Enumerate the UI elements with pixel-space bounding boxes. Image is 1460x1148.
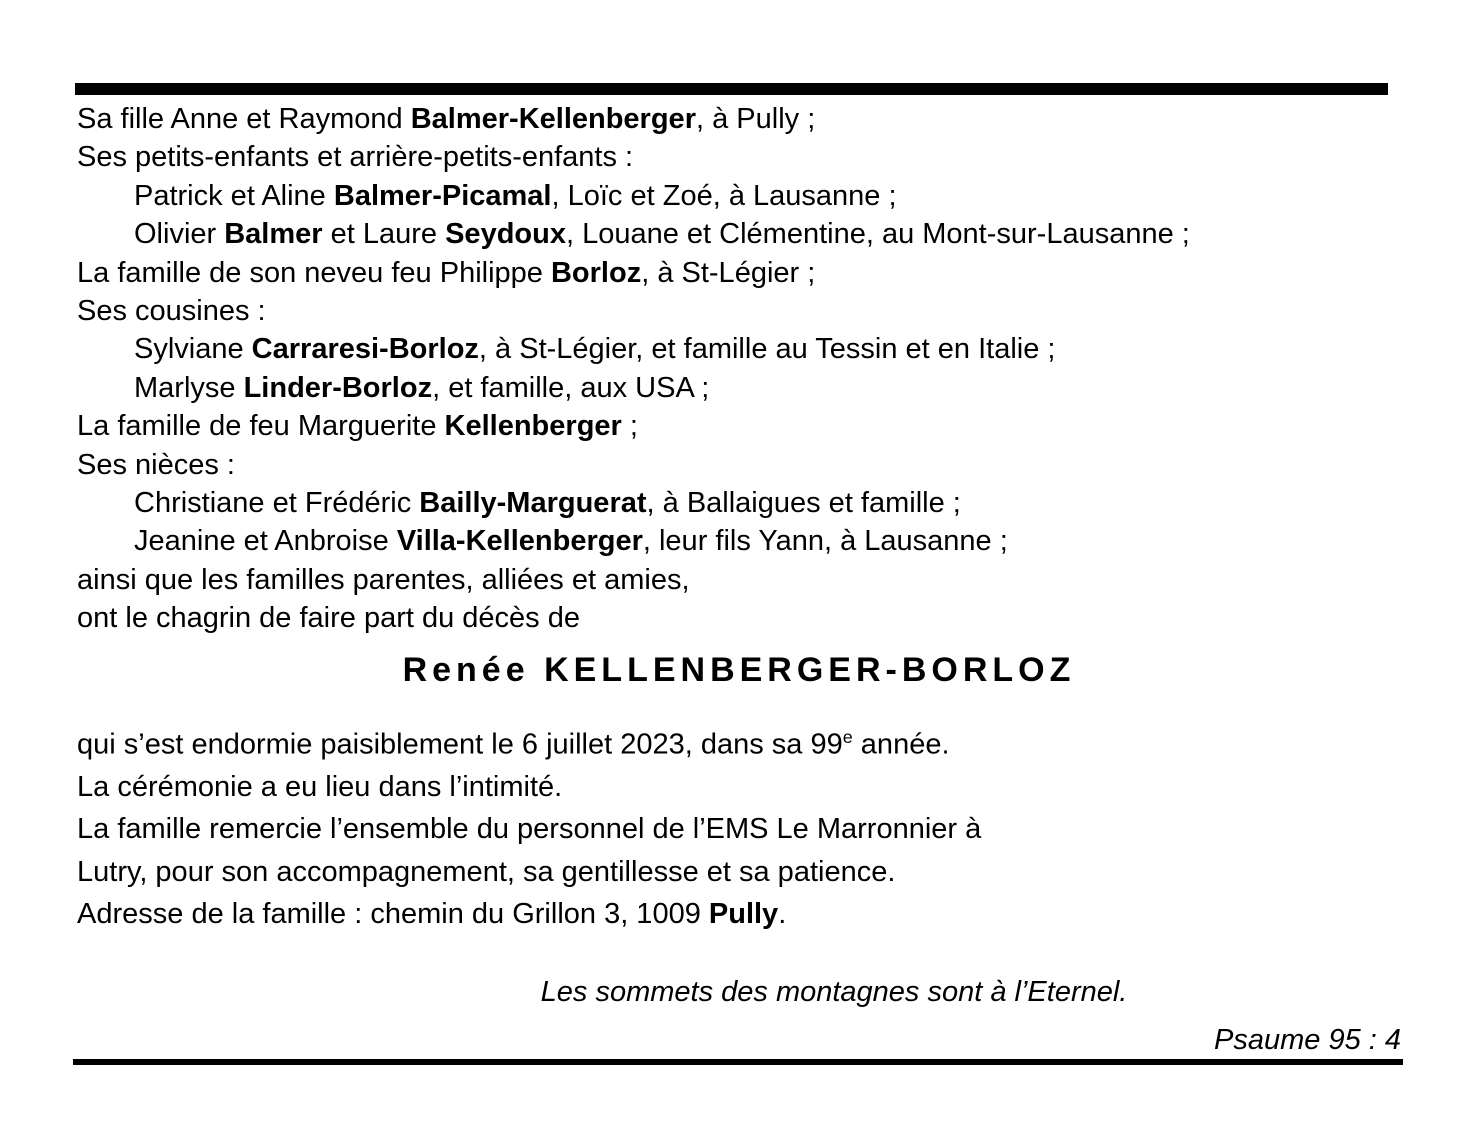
family-name-bold: Bailly-Marguerat <box>419 487 647 520</box>
text-segment: , Loïc et Zoé, à Lausanne ; <box>551 179 897 212</box>
notice-line <box>77 292 1401 330</box>
text-segment: Lutry, pour son accompagnement, sa gentillesse et sa patience. <box>77 855 896 888</box>
text-segment: année. <box>852 728 950 761</box>
details-block <box>77 716 1401 936</box>
text-segment: qui s’est endormie paisiblement le 6 juillet 2023, dans sa 99 <box>77 728 843 761</box>
text-segment: La famille de son neveu feu Philippe <box>77 256 551 289</box>
notice-line <box>77 446 1401 484</box>
family-name-bold: Carraresi-Borloz <box>251 333 479 366</box>
notice-line <box>77 766 1401 809</box>
notice-line <box>77 808 1401 851</box>
family-name-bold: Balmer <box>224 218 323 251</box>
family-name-bold: Pully <box>708 898 779 931</box>
notice-line <box>77 522 1401 560</box>
text-segment: Sylviane <box>134 333 252 366</box>
notice-line <box>77 177 1401 215</box>
notice-line <box>77 561 1401 599</box>
text-segment: , à St-Légier, et famille au Tessin et en Italie ; <box>478 333 1056 366</box>
deceased-name: Renée KELLENBERGER-BORLOZ <box>402 650 1076 689</box>
notice-line <box>77 851 1401 894</box>
family-block <box>77 100 1401 638</box>
notice-content <box>77 100 1401 1060</box>
family-name-bold: Seydoux <box>445 218 566 251</box>
text-segment: ont le chagrin de faire part du décès de <box>77 602 580 635</box>
notice-line <box>77 716 1401 766</box>
text-segment: Christiane et Frédéric <box>134 487 420 520</box>
ordinal-superscript: e <box>842 726 853 747</box>
notice-line <box>77 893 1401 936</box>
text-segment: La famille remercie l’ensemble du personnel de l’EMS Le Marronnier à <box>77 813 982 846</box>
family-name-bold: Balmer-Kellenberger <box>410 103 696 135</box>
text-segment: ; <box>621 410 638 443</box>
text-segment: La cérémonie a eu lieu dans l’intimité. <box>77 770 563 803</box>
text-segment: , leur fils Yann, à Lausanne ; <box>642 525 1008 558</box>
text-segment: Olivier <box>134 218 225 251</box>
notice-line <box>77 215 1401 253</box>
text-segment: Ses cousines : <box>77 295 266 328</box>
text-segment: Ses petits-enfants et arrière-petits-enfants : <box>77 141 634 174</box>
text-segment: ainsi que les familles parentes, alliées et amies, <box>77 563 690 596</box>
text-segment: Adresse de la famille : chemin du Grillon 3, 1009 <box>77 898 709 931</box>
text-segment: , Louane et Clémentine, au Mont-sur-Lausanne ; <box>565 218 1190 251</box>
text-segment: . <box>778 898 787 931</box>
text-segment: , et famille, aux USA ; <box>432 371 710 404</box>
notice-line <box>77 484 1401 522</box>
family-name-bold: Linder-Borloz <box>243 371 433 404</box>
family-name-bold: Borloz <box>550 256 642 289</box>
text-segment: Sa fille Anne et Raymond <box>77 103 411 135</box>
text-segment: La famille de feu Marguerite <box>77 410 445 443</box>
notice-line <box>77 138 1401 176</box>
notice-line <box>77 369 1401 407</box>
notice-line <box>77 599 1401 637</box>
top-rule <box>75 83 1388 95</box>
scripture-quote: Les sommets des montagnes sont à l’Eternel. <box>540 975 1128 1008</box>
text-segment: Ses nièces : <box>77 448 235 481</box>
family-name-bold: Kellenberger <box>444 410 622 443</box>
notice-line <box>77 100 1401 138</box>
family-name-bold: Villa-Kellenberger <box>396 525 643 558</box>
text-segment: , à St-Légier ; <box>641 256 816 289</box>
text-segment: , à Ballaigues et famille ; <box>646 487 961 520</box>
text-segment: , à Pully ; <box>695 103 816 135</box>
family-name-bold: Balmer-Picamal <box>333 179 552 212</box>
notice-line <box>77 254 1401 292</box>
notice-line <box>77 330 1401 368</box>
bottom-rule <box>73 1059 1403 1065</box>
text-segment: Patrick et Aline <box>134 179 334 212</box>
text-segment: Marlyse <box>134 371 244 404</box>
text-segment: et Laure <box>322 218 446 251</box>
notice-line <box>77 407 1401 445</box>
text-segment: Jeanine et Anbroise <box>134 525 397 558</box>
scripture-reference: Psaume 95 : 4 <box>1214 1023 1401 1056</box>
